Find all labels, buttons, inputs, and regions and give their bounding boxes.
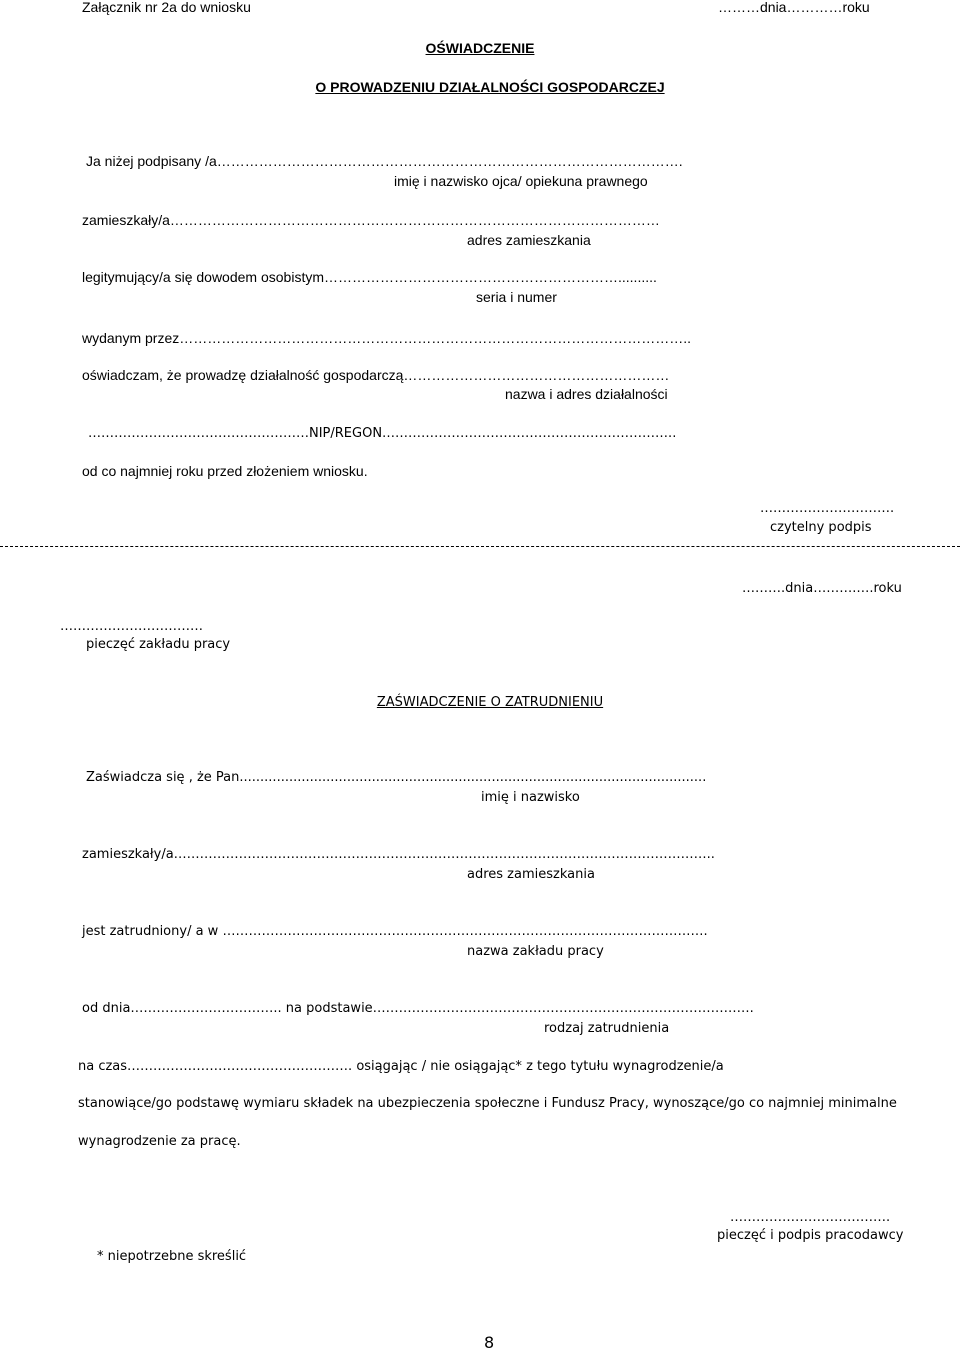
declarant-address-caption: adres zamieszkania [467,232,591,248]
employer-signature-dots: ………………………………. [730,1210,891,1225]
employee-name-caption: imię i nazwisko [481,790,580,805]
certificate-title: ZAŚWIADCZENIE O ZATRUDNIENIU [376,695,604,710]
business-duration-line: od co najmniej roku przed złożeniem wniosku. [82,463,368,479]
employment-basis-line: od dnia…………………………….. na podstawie……………………………………………………………………………. [82,1001,754,1016]
declarant-address-line: zamieszkały/a…………………………………………………………………………………………… [82,212,660,228]
employment-basis-caption: rodzaj zatrudnienia [544,1021,670,1036]
page-number: 8 [484,1333,495,1352]
nip-regon-line: ……………………………………………NIP/REGON………………………………………………………….. [88,426,677,441]
certificate-date: ……….dnia……….….roku [742,581,902,596]
section-separator [0,546,960,547]
declaration-title: OŚWIADCZENIE [425,40,535,56]
id-document-caption: seria i numer [476,289,557,305]
employee-address-caption: adres zamieszkania [467,867,595,882]
employer-line: jest zatrudniony/ a w …………………………………………………………………………………………………. [82,924,708,939]
business-line: oświadczam, że prowadzę działalność gospodarczą………………………………………………… [82,367,670,383]
employment-term-line: na czas……………………………………………. osiągając / nie osiągając* z tego tytułu wynagrodzenie/a [78,1059,724,1074]
employee-address-line: zamieszkały/a…………………………………………………………………………………………………………….. [82,847,715,862]
salary-basis-line: stanowiące/go podstawę wymiaru składek na ubezpieczenia społeczne i Fundusz Pracy, wynoszące/go co najmniej minimalne [78,1096,897,1111]
business-caption: nazwa i adres działalności [505,386,668,402]
employer-caption: nazwa zakładu pracy [467,944,604,959]
date-field: ………dnia…………roku [718,0,870,15]
stamp-caption: pieczęć zakładu pracy [86,637,231,652]
declarant-name-line: Ja niżej podpisany /a………………………………………………………………………………………. [86,153,683,169]
signature-caption: czytelny podpis [770,520,872,535]
footnote: * niepotrzebne skreślić [97,1249,247,1264]
employee-name-line: Zaświadcza się , że Pan................................................................................................................. [86,770,707,785]
stamp-dots: …………………………… [60,619,203,634]
attachment-label: Załącznik nr 2a do wniosku [82,0,251,15]
id-document-line: legitymujący/a się dowodem osobistym……………………………………………………….......... [82,269,657,285]
declarant-name-caption: imię i nazwisko ojca/ opiekuna prawnego [394,173,648,189]
salary-minimum-line: wynagrodzenie za pracę. [78,1134,241,1149]
employer-signature-caption: pieczęć i podpis pracodawcy [717,1228,904,1243]
signature-dots: …………………………. [760,501,895,516]
declaration-subtitle: O PROWADZENIU DZIAŁALNOŚCI GOSPODARCZEJ [315,79,665,95]
issued-by-line: wydanym przez……………………………………………………………………………………………….. [82,330,692,346]
